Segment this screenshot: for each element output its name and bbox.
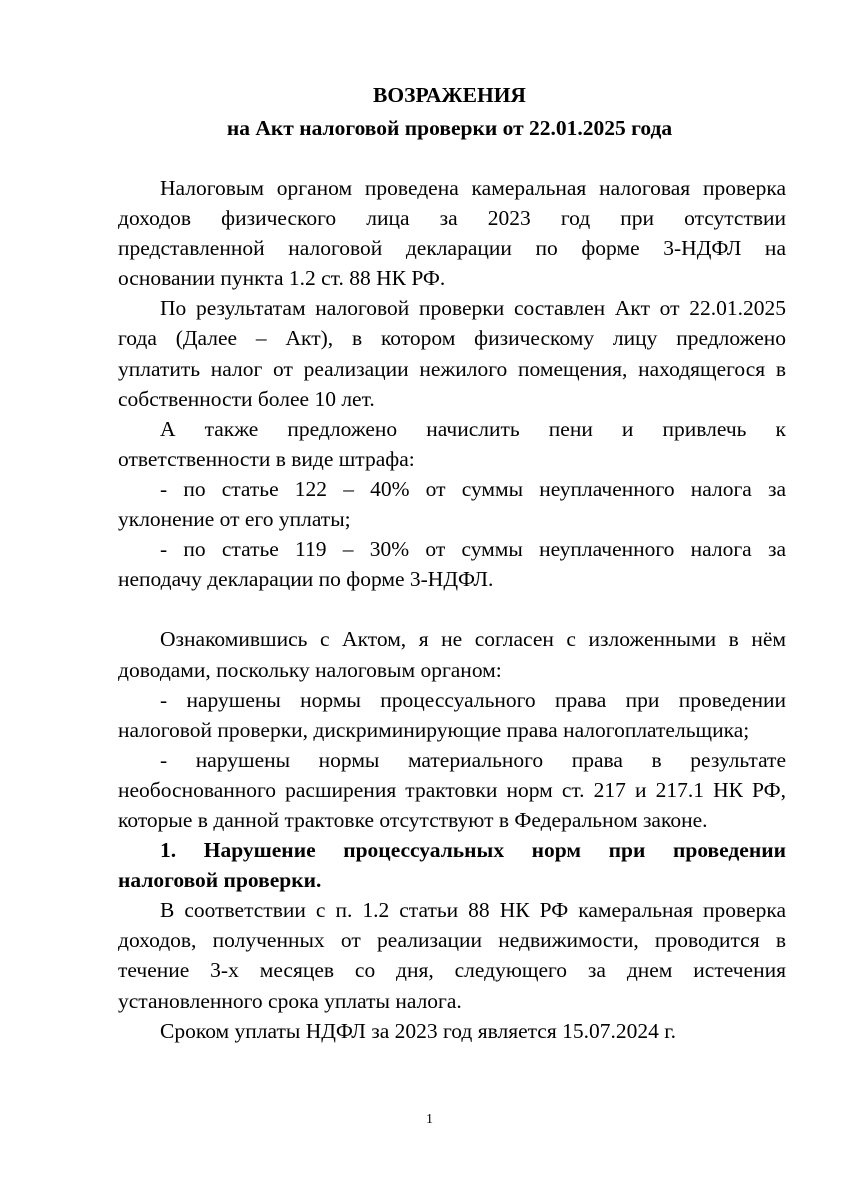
text-line: уплатить налог от реализации нежилого помещения, находящегося в bbox=[118, 356, 786, 381]
paragraph bbox=[118, 414, 786, 474]
text-line: необоснованного расширения трактовки норм ст. 217 и 217.1 НК РФ, bbox=[118, 777, 786, 802]
text-line: В соответствии с п. 1.2 статьи 88 НК РФ камеральная проверка bbox=[160, 898, 786, 923]
text-line: установленного срока уплаты налога. bbox=[118, 988, 462, 1013]
text-line: которые в данной трактовке отсутствуют в Федеральном законе. bbox=[118, 807, 708, 832]
text-line: доходов, полученных от реализации недвижимости, проводится в bbox=[118, 928, 786, 953]
text-line: По результатам налоговой проверки составлен Акт от 22.01.2025 bbox=[160, 296, 786, 321]
text-line: Налоговым органом проведена камеральная налоговая проверка bbox=[160, 176, 786, 200]
text-line: - нарушены нормы процессуального права при проведении bbox=[160, 687, 786, 712]
text-line: - по статье 122 – 40% от суммы неуплаченного налога за bbox=[160, 476, 786, 501]
document-body bbox=[118, 173, 786, 1046]
text-line: Сроком уплаты НДФЛ за 2023 год является 15.07.2024 г. bbox=[160, 1018, 677, 1043]
section-heading bbox=[118, 835, 786, 895]
paragraph bbox=[118, 1016, 786, 1046]
text-line: уклонение от его уплаты; bbox=[118, 507, 351, 532]
text-line: представленной налоговой декларации по форме 3-НДФЛ на bbox=[118, 236, 786, 261]
text-line: Ознакомившись с Актом, я не согласен с изложенными в нём bbox=[160, 627, 786, 652]
text-line: налоговой проверки, дискриминирующие права налогоплательщика; bbox=[118, 717, 750, 742]
text-line: течение 3-х месяцев со дня, следующего за днем истечения bbox=[118, 958, 786, 983]
text-line: доходов физического лица за 2023 год при отсутствии bbox=[118, 206, 786, 231]
text-line: А также предложено начислить пени и привлечь к bbox=[160, 416, 786, 441]
text-line: неподачу декларации по форме 3-НДФЛ. bbox=[118, 567, 494, 592]
text-line: собственности более 10 лет. bbox=[118, 386, 375, 411]
document-subtitle: на Акт налоговой проверки от 22.01.2025 года bbox=[226, 116, 673, 140]
text-line: года (Далее – Акт), в котором физическому лицу предложено bbox=[118, 326, 786, 351]
paragraph bbox=[118, 474, 786, 534]
page-number: 1 bbox=[426, 1112, 433, 1127]
document-title: ВОЗРАЖЕНИЯ bbox=[373, 83, 526, 107]
paragraph bbox=[118, 895, 786, 1015]
paragraph bbox=[118, 685, 786, 745]
paragraph bbox=[118, 173, 786, 293]
text-line: - по статье 119 – 30% от суммы неуплаченного налога за bbox=[160, 537, 786, 562]
text-line: основании пункта 1.2 ст. 88 НК РФ. bbox=[118, 266, 446, 291]
paragraph bbox=[118, 293, 786, 413]
paragraph bbox=[118, 745, 786, 835]
paragraph bbox=[118, 534, 786, 594]
text-line: ответственности в виде штрафа: bbox=[118, 446, 415, 471]
blank-line bbox=[118, 594, 786, 624]
text-line: налоговой проверки. bbox=[118, 868, 322, 893]
paragraph bbox=[118, 624, 786, 684]
text-line: 1. Нарушение процессуальных норм при проведении bbox=[160, 838, 786, 863]
text-line: доводами, поскольку налоговым органом: bbox=[118, 657, 502, 682]
text-line: - нарушены нормы материального права в результате bbox=[160, 747, 786, 772]
